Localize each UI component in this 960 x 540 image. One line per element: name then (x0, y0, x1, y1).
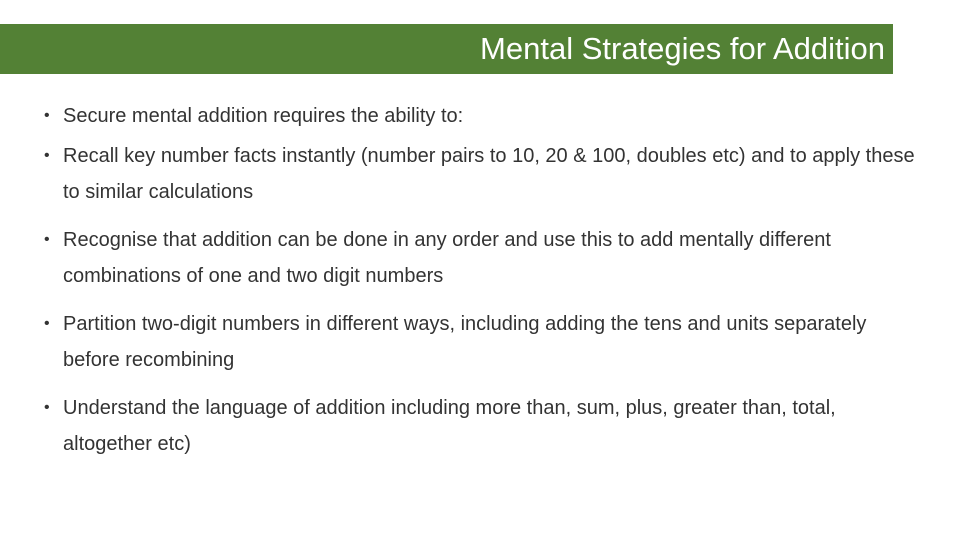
bullet-text: Secure mental addition requires the ability to: (63, 105, 464, 127)
bullet-dot-icon: • (44, 147, 50, 164)
bullet-text: Partition two-digit numbers in different ways, including adding the tens and units separately before recombining (63, 313, 867, 371)
bullet-item (44, 138, 924, 210)
bullet-text: Understand the language of addition including more than, sum, plus, greater than, total, altogether etc) (63, 397, 836, 455)
bullet-text: Recall key number facts instantly (number pairs to 10, 20 & 100, doubles etc) and to apply these to similar calculations (63, 145, 915, 203)
bullet-dot-icon: • (44, 315, 50, 332)
bullet-dot-icon: • (44, 399, 50, 416)
bullet-list (44, 98, 924, 474)
bullet-dot-icon: • (44, 231, 50, 248)
bullet-item (44, 222, 924, 294)
title-bar (0, 24, 893, 74)
slide-title: Mental Strategies for Addition (480, 31, 885, 66)
bullet-item (44, 98, 924, 134)
bullet-text: Recognise that addition can be done in any order and use this to add mentally different combinations of one and two digit numbers (63, 229, 831, 287)
bullet-item (44, 306, 924, 378)
bullet-dot-icon: • (44, 107, 50, 124)
bullet-item (44, 390, 924, 462)
